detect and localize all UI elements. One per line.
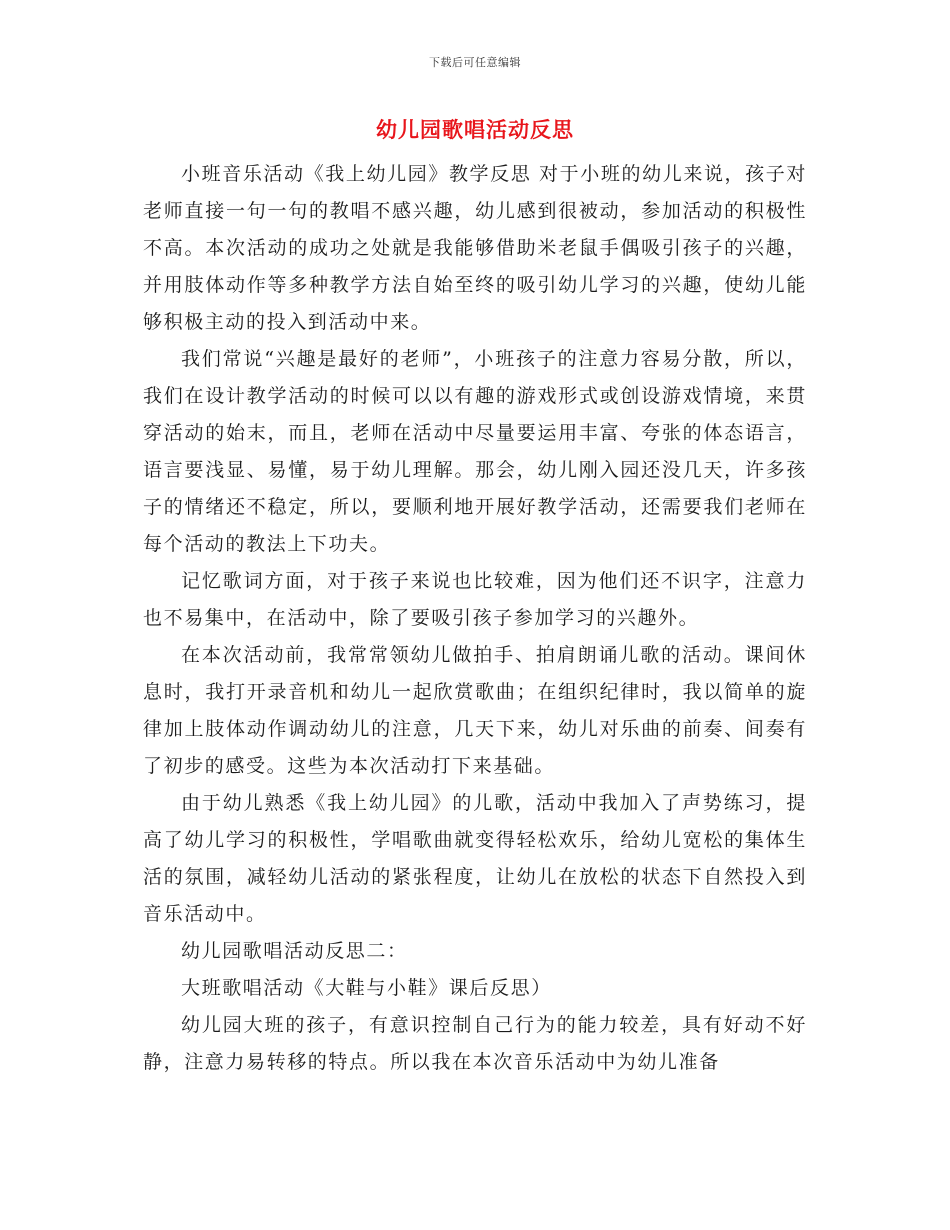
paragraph: 记忆歌词方面，对于孩子来说也比较难，因为他们还不识字，注意力也不易集中，在活动中，除了要吸引孩子参加学习的兴趣外。 [143,570,807,629]
paragraph: 小班音乐活动《我上幼儿园》教学反思 对于小班的幼儿来说，孩子对老师直接一句一句的教唱不感兴趣，幼儿感到很被动，参加活动的积极性不高。本次活动的成功之处就是我能够借助米老鼠手偶吸引孩子的兴趣，并用肢体动作等多种教学方法自始至终的吸引幼儿学习的兴趣，使幼儿能够积极主动的投入到活动中来。 [143,163,807,333]
paragraph: 在本次活动前，我常常领幼儿做拍手、拍肩朗诵儿歌的活动。课间休息时，我打开录音机和幼儿一起欣赏歌曲；在组织纪律时，我以简单的旋律加上肢体动作调动幼儿的注意，几天下来，幼儿对乐曲的前奏、间奏有了初步的感受。这些为本次活动打下来基础。 [143,644,807,777]
document-body [143,156,807,1081]
page-header: 下载后可任意编辑 [429,56,521,69]
section-heading: 幼儿园歌唱活动反思二： [181,940,408,962]
paragraph: 我们常说“兴趣是最好的老师”，小班孩子的注意力容易分散，所以，我们在设计教学活动的时候可以以有趣的游戏形式或创设游戏情境，来贯穿活动的始末，而且，老师在活动中尽量要运用丰富、夸张的体态语言，语言要浅显、易懂，易于幼儿理解。那会，幼儿刚入园还没几天，许多孩子的情绪还不稳定，所以，要顺利地开展好教学活动，还需要我们老师在每个活动的教法上下功夫。 [143,348,807,555]
section-subheading: 大班歌唱活动《大鞋与小鞋》课后反思） [181,977,552,999]
document-title: 幼儿园歌唱活动反思 [376,117,574,142]
paragraph: 幼儿园大班的孩子，有意识控制自己行为的能力较差，具有好动不好静，注意力易转移的特点。所以我在本次音乐活动中为幼儿准备 [143,1014,807,1073]
paragraph: 由于幼儿熟悉《我上幼儿园》的儿歌，活动中我加入了声势练习，提高了幼儿学习的积极性，学唱歌曲就变得轻松欢乐，给幼儿宽松的集体生活的氛围，减轻幼儿活动的紧张程度，让幼儿在放松的状态下自然投入到音乐活动中。 [143,792,807,925]
